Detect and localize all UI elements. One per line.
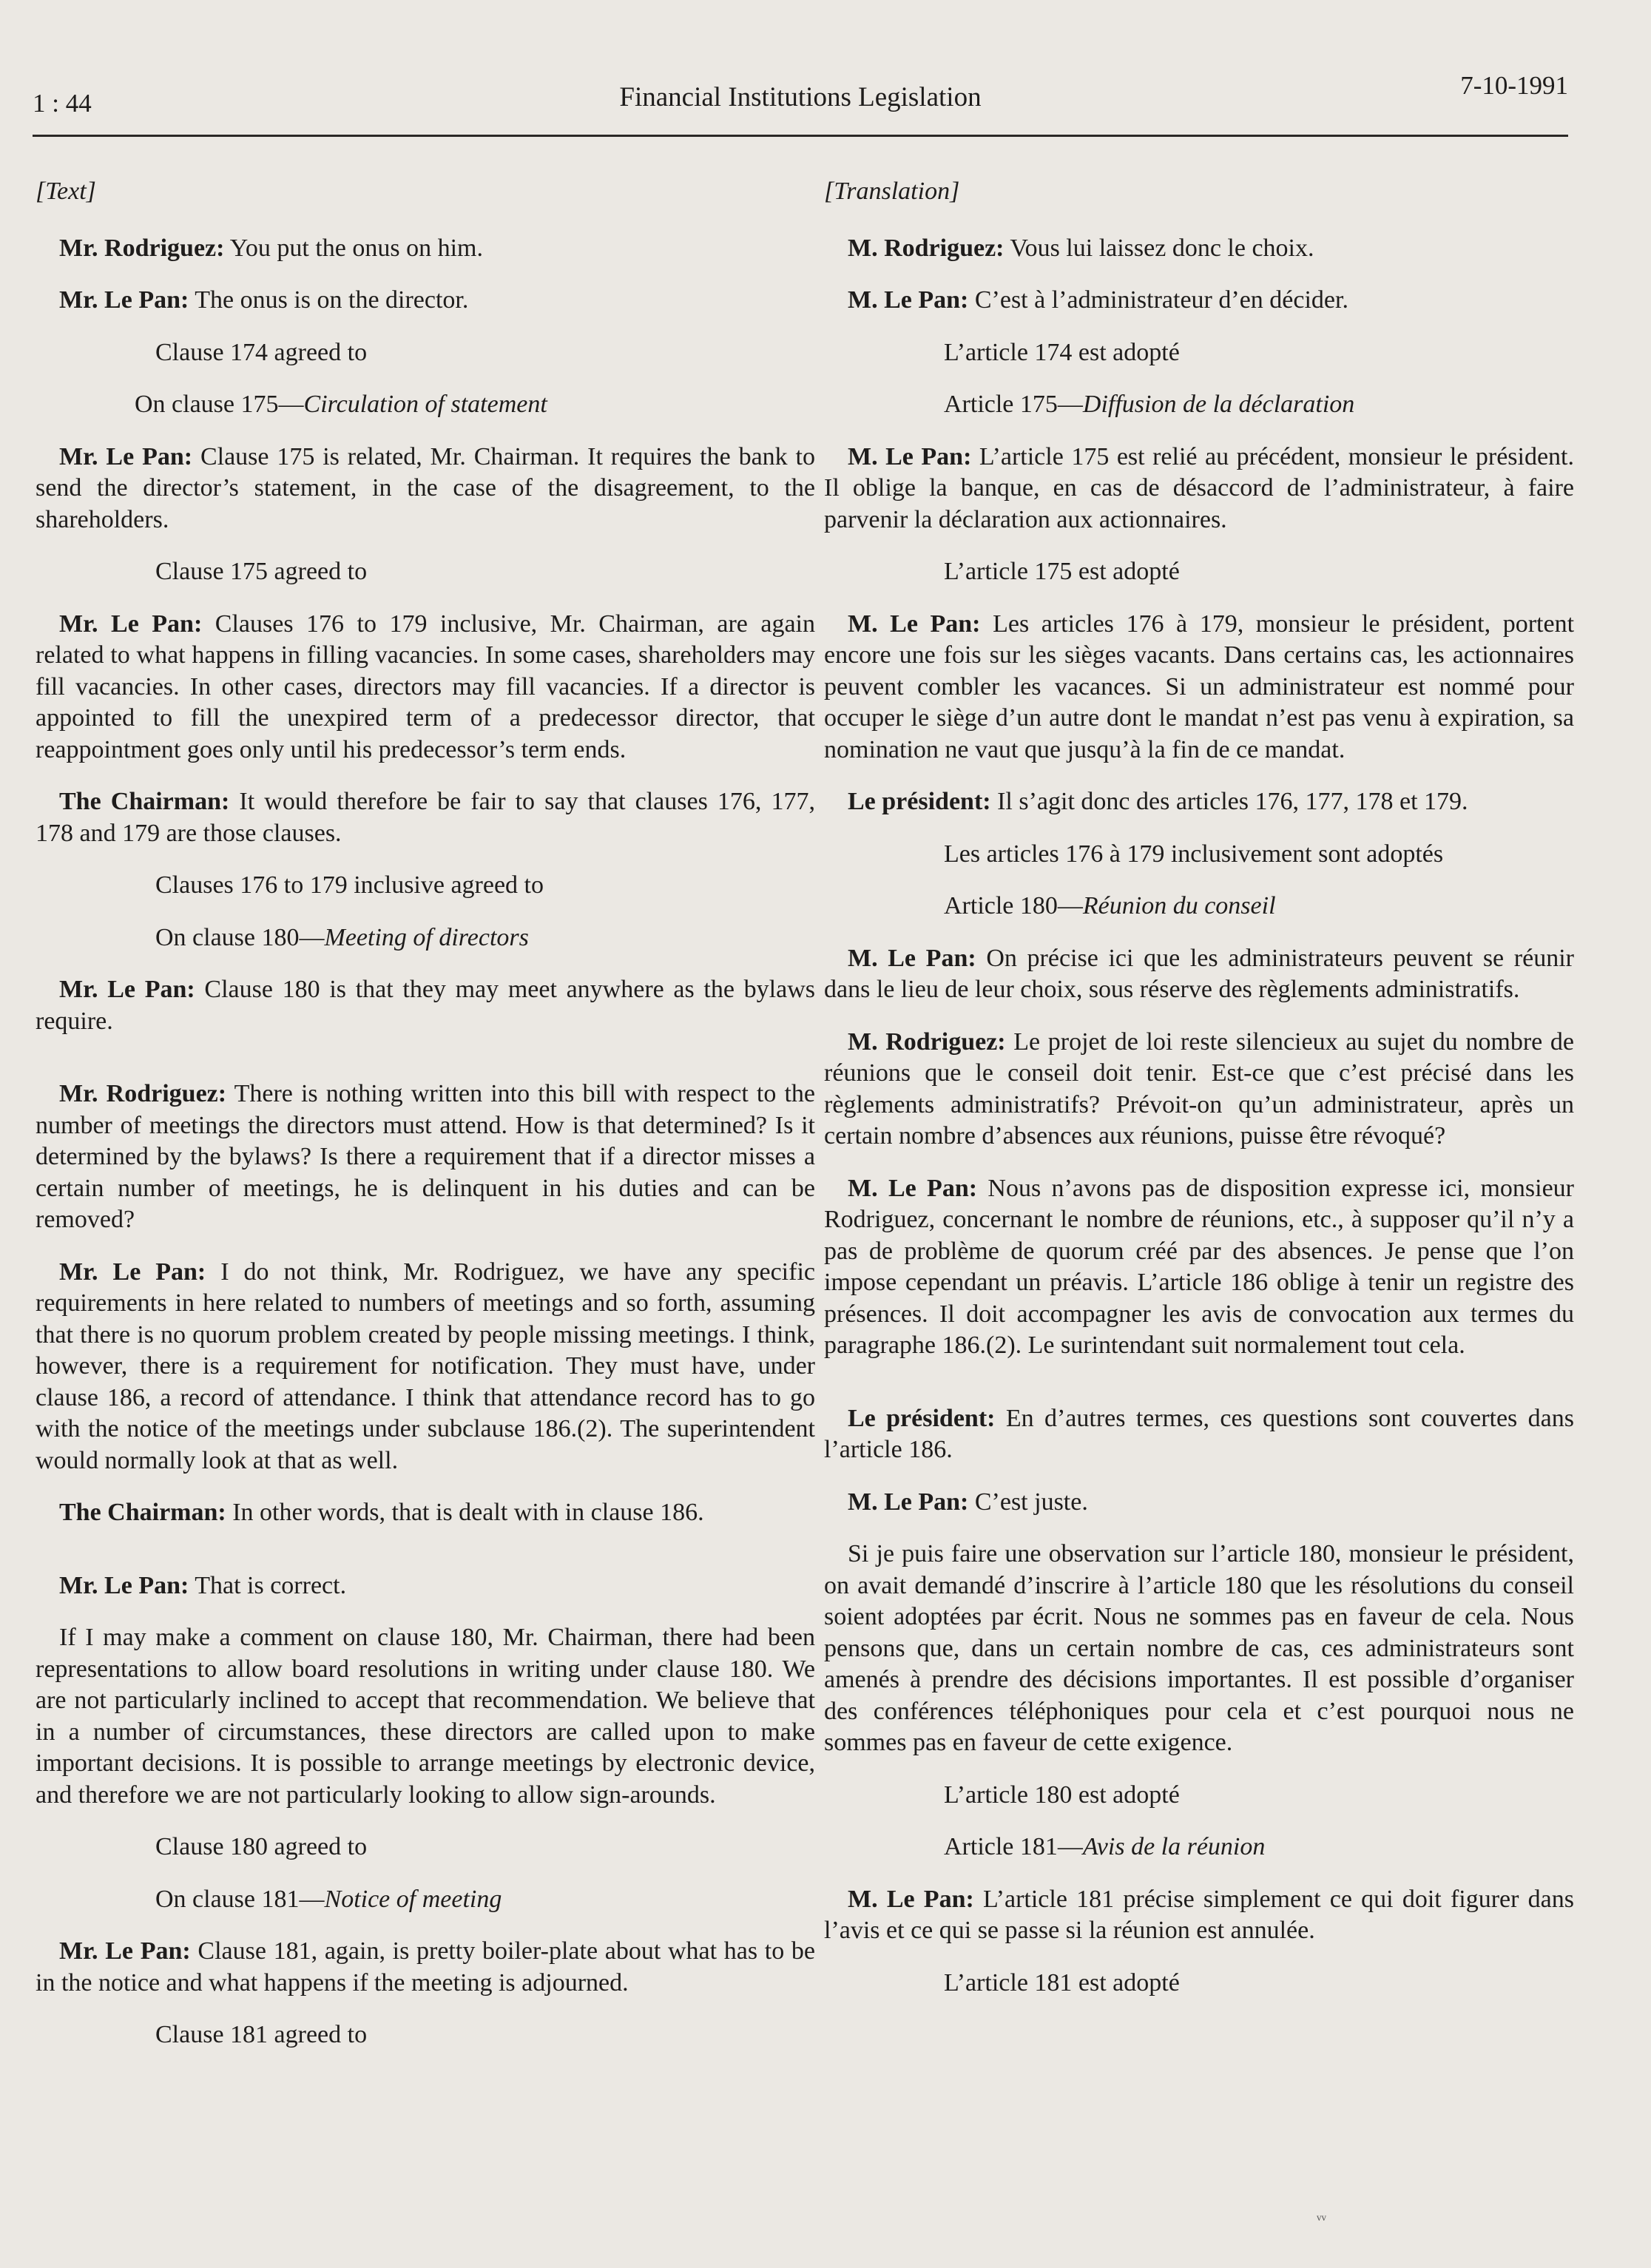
speech-text: There is nothing written into this bill with respect to the number of meetings the directors must attend. How is that determined? Is it determined by the bylaws? Is there a requirement that if a director misses a certain number of meetings, he is delinquent in his duties and can be removed? <box>36 1080 815 1233</box>
clause-heading: On clause 180—Meeting of directors <box>155 923 529 951</box>
speech <box>824 285 1574 317</box>
language-label: [Translation] <box>824 178 960 205</box>
speech <box>824 943 1574 1006</box>
speech <box>36 1497 815 1529</box>
speech-text: Clause 175 is related, Mr. Chairman. It requires the bank to send the director’s statement, in the case of the disagreement, to the shareholders. <box>36 442 815 533</box>
motion-result: L’article 174 est adopté <box>944 338 1180 366</box>
speech <box>36 1570 815 1602</box>
speech <box>36 1936 815 1999</box>
page-number: 1 : 44 <box>33 89 92 118</box>
speech <box>36 285 815 317</box>
speech-text: The onus is on the director. <box>189 286 469 314</box>
speech <box>824 1027 1574 1152</box>
speech <box>824 1487 1574 1519</box>
speech-text: Le projet de loi reste silencieux au sujet du nombre de réunions que le conseil doit tenir. Est-ce que c’est précisé dans les règlements administratifs? Prévoit-on qu’un administrateur, après un certain nombre d’absences aux réunions, puisse être révoqué? <box>824 1027 1574 1150</box>
speech-text: Clause 181, again, is pretty boiler-plate about what has to be in the notice and what happens if the meeting is adjourned. <box>36 1937 815 1997</box>
motion-result: L’article 180 est adopté <box>944 1781 1180 1809</box>
speaker: M. Le Pan: <box>848 944 976 972</box>
speech <box>36 1079 815 1236</box>
speech <box>824 442 1574 536</box>
speaker: Le président: <box>848 788 991 815</box>
motion-result: Clause 180 agreed to <box>155 1833 368 1860</box>
speech <box>36 974 815 1037</box>
clause-heading: On clause 175—Circulation of statement <box>135 391 547 418</box>
clause-heading: Article 181—Avis de la réunion <box>944 1833 1266 1860</box>
speech <box>824 786 1574 818</box>
clause-heading: On clause 181—Notice of meeting <box>155 1885 502 1913</box>
speech-text: On précise ici que les administrateurs peuvent se réunir dans le lieu de leur choix, sous réserve des règlements administratifs. <box>824 944 1574 1003</box>
english-column <box>36 176 815 2072</box>
speech-text: Vous lui laissez donc le choix. <box>1004 234 1314 262</box>
speech-text: It would therefore be fair to say that clauses 176, 177, 178 and 179 are those clauses. <box>36 788 815 847</box>
folio-mark: ᵛᵛ <box>1317 2210 1326 2229</box>
speaker: Mr. Le Pan: <box>59 286 189 314</box>
speech <box>36 609 815 766</box>
motion-result: Clause 175 agreed to <box>155 558 368 585</box>
speaker: M. Le Pan: <box>848 1174 978 1202</box>
speech <box>36 442 815 536</box>
speech-text: That is correct. <box>189 1571 347 1599</box>
speaker: Mr. Le Pan: <box>59 1937 191 1965</box>
motion-result: L’article 175 est adopté <box>944 558 1180 585</box>
speaker: M. Le Pan: <box>848 442 972 470</box>
french-column <box>824 176 1574 2019</box>
speaker: M. Rodriguez: <box>848 234 1005 262</box>
speech <box>824 1403 1574 1466</box>
language-label: [Text] <box>36 178 96 205</box>
speaker: Le président: <box>848 1404 996 1432</box>
speaker: Mr. Rodriguez: <box>59 1080 227 1107</box>
speech <box>824 233 1574 265</box>
motion-result: L’article 181 est adopté <box>944 1968 1180 1997</box>
motion-result: Les articles 176 à 179 inclusivement sont adoptés <box>944 840 1444 868</box>
motion-result: Clause 174 agreed to <box>155 338 368 366</box>
speaker: Mr. Rodriguez: <box>59 234 225 262</box>
speaker: M. Rodriguez: <box>848 1027 1006 1056</box>
speaker: Mr. Le Pan: <box>59 976 195 1003</box>
speech-text: L’article 175 est relié au précédent, monsieur le président. Il oblige la banque, en cas de désaccord de l’administrateur, à faire parvenir la déclaration aux actionnaires. <box>824 442 1574 533</box>
clause-heading: Article 175—Diffusion de la déclaration <box>944 391 1355 418</box>
speech-text: C’est à l’administrateur d’en décider. <box>968 286 1348 314</box>
speaker: M. Le Pan: <box>848 1488 969 1516</box>
speech-text: L’article 181 précise simplement ce qui doit figurer dans l’avis et ce qui se passe si la réunion est annulée. <box>824 1885 1574 1944</box>
speech-text: Clause 180 is that they may meet anywhere as the bylaws require. <box>36 976 815 1035</box>
speech <box>36 233 815 265</box>
speech-continued: If I may make a comment on clause 180, Mr. Chairman, there had been representations to allow board resolutions in writing under clause 180. We are not particularly inclined to accept that recommendation. We believe that in a number of circumstances, these directors are called upon to make important decisions. It is possible to arrange meetings by electronic device, and therefore we are not particularly looking to allow sign-arounds. <box>36 1624 815 1809</box>
speaker: Mr. Le Pan: <box>59 610 203 638</box>
speaker: M. Le Pan: <box>848 610 981 638</box>
motion-result: Clause 181 agreed to <box>155 2021 368 2048</box>
speaker: M. Le Pan: <box>848 286 969 314</box>
speech-text: Nous n’avons pas de disposition expresse ici, monsieur Rodriguez, concernant le nombre de réunions, etc., à supposer qu’il n’y a pas de problème de quorum créé par des absences. Je pense que l’on impose cependant un préavis. L’article 186 oblige à tenir un registre des présences. Il doit accompagner les avis de convocation aux termes du paragraphe 186.(2). Le surintendant suit normalement tout cela. <box>824 1174 1575 1359</box>
speaker: The Chairman: <box>59 788 230 815</box>
clause-heading: Article 180—Réunion du conseil <box>944 892 1276 919</box>
speech-text: C’est juste. <box>968 1488 1088 1516</box>
page-header <box>33 68 1568 137</box>
speech <box>824 1173 1574 1362</box>
speech-text: I do not think, Mr. Rodriguez, we have any specific requirements in here related to numbers of meetings and so forth, assuming that there is no quorum problem created by people missing meetings. I think, however, there is a requirement for notification. They must have, under clause 186, a record of attendance. I think that attendance record has to go with the notice of the meetings under subclause 186.(2). The superintendent would normally look at that as well. <box>36 1258 815 1474</box>
speech-text: You put the onus on him. <box>224 234 483 262</box>
speaker: M. Le Pan: <box>848 1885 974 1913</box>
speech-text: In other words, that is dealt with in clause 186. <box>226 1499 704 1526</box>
motion-result: Clauses 176 to 179 inclusive agreed to <box>155 871 544 899</box>
speaker: Mr. Le Pan: <box>59 1571 189 1599</box>
speech <box>824 1884 1574 1947</box>
speech <box>824 609 1574 766</box>
speech <box>36 1257 815 1477</box>
page-date: 7-10-1991 <box>1460 71 1568 100</box>
speaker: The Chairman: <box>59 1499 226 1526</box>
speech-text: Clauses 176 to 179 inclusive, Mr. Chairman, are again related to what happens in filling vacancies. In some cases, shareholders may fill vacancies. In other cases, directors may fill vacancies. If a director is appointed to fill the unexpired term of a predecessor director, that reappointment goes only until his predecessor’s term ends. <box>36 610 815 763</box>
running-title: Financial Institutions Legislation <box>619 82 982 112</box>
speech <box>36 786 815 849</box>
speech-continued: Si je puis faire une observation sur l’article 180, monsieur le président, on avait demandé d’inscrire à l’article 180 que les résolutions du conseil soient adoptées par écrit. Nous ne sommes pas en faveur de cela. Nous pensons que, dans un certain nombre de cas, ces administrateurs sont amenés à prendre des décisions importantes. Il est possible d’organiser des conférences téléphoniques pour cela et c’est pourquoi nous ne sommes pas en faveur de cette exigence. <box>824 1540 1574 1756</box>
speaker: Mr. Le Pan: <box>59 1258 206 1286</box>
speaker: Mr. Le Pan: <box>59 442 193 470</box>
speech-text: En d’autres termes, ces questions sont couvertes dans l’article 186. <box>824 1404 1574 1463</box>
speech-text: Les articles 176 à 179, monsieur le président, portent encore une fois sur les sièges vacants. Dans certains cas, les actionnaires peuvent combler les vacances. Si un administrateur est nommé pour occuper le siège d’un autre dont le mandat n’est pas venu à expiration, sa nomination ne vaut que jusqu’à la fin de ce mandat. <box>824 610 1575 763</box>
speech-text: Il s’agit donc des articles 176, 177, 178 et 179. <box>990 788 1468 815</box>
